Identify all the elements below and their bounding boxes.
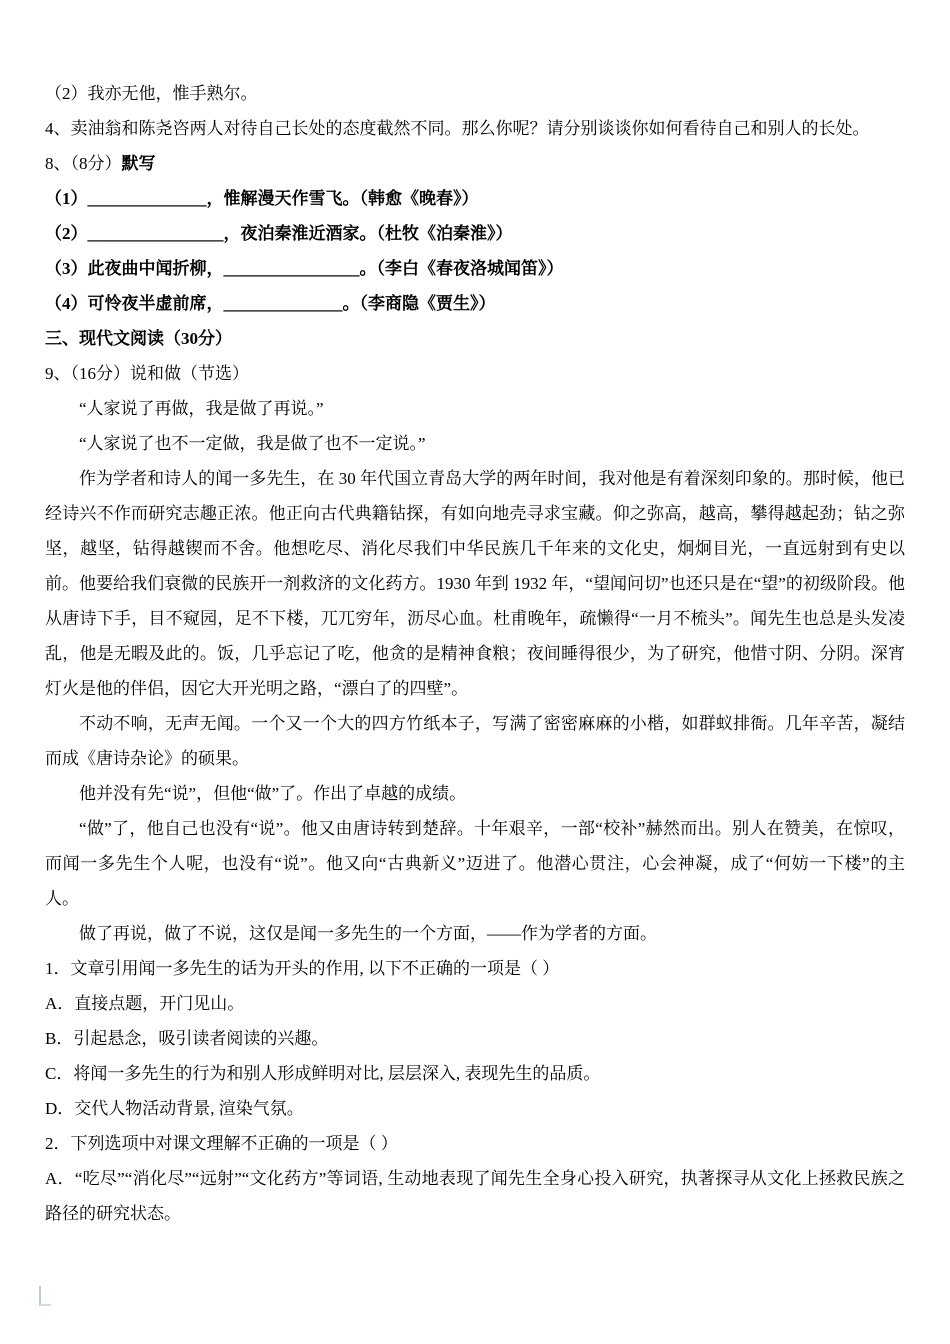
subquestion-1-option-c: C．将闻一多先生的行为和别人形成鲜明对比, 层层深入, 表现先生的品质。 xyxy=(45,1064,601,1083)
dictation-item-4: （4）可怜夜半虚前席，______________。（李商隐《贾生》） xyxy=(45,294,496,313)
subquestion-1: 1．文章引用闻一多先生的话为开头的作用, 以下不正确的一项是（ ） xyxy=(45,959,560,978)
passage-paragraph-1: 作为学者和诗人的闻一多先生，在 30 年代国立青岛大学的两年时间，我对他是有着深刻印象的。那时候，他已经诗兴不作而研究志趣正浓。他正向古代典籍钻探，有如向地壳寻求宝藏。仰之弥高，越高，攀得越起劲；钻之弥坚，越坚，钻得越锲而不舍。他想吃尽、消化尽我们中华民族几千年来的文化史，炯炯目光，一直远射到有史以前。他要给我们衰微的民族开一剂救济的文化药方。1930 年到 1932 年，“望闻问切”也还只是在“望”的初级阶段。他从唐诗下手，目不窥园，足不下楼，兀兀穷年，沥尽心血。杜甫晚年，疏懒得“一月不梳头”。闻先生也总是头发凌乱，他是无暇及此的。饭，几乎忘记了吃，他贪的是精神食粮；夜间睡得很少，为了研究，他惜寸阴、分阴。深宵灯火是他的伴侣，因它大开光明之路，“漂白了的四壁”。 xyxy=(45,469,905,698)
passage-quote-1: “人家说了再做，我是做了再说。” xyxy=(79,399,324,418)
passage-paragraph-4: “做”了，他自己也没有“说”。他又由唐诗转到楚辞。十年艰辛，一部“校补”赫然而出。别人在赞美，在惊叹，而闻一多先生个人呢，也没有“说”。他又向“古典新义”迈进了。他潜心贯注，心会神凝，成了“何妨一下楼”的主人。 xyxy=(45,819,905,908)
page-corner-artifact xyxy=(39,1286,51,1306)
dictation-item-2: （2）________________，夜泊秦淮近酒家。（杜牧《泊秦淮》） xyxy=(45,224,513,243)
subquestion-1-option-b: B．引起悬念，吸引读者阅读的兴趣。 xyxy=(45,1029,329,1048)
passage-paragraph-2: 不动不响，无声无闻。一个又一个大的四方竹纸本子，写满了密密麻麻的小楷，如群蚁排衙。几年辛苦，凝结而成《唐诗杂论》的硕果。 xyxy=(45,714,905,768)
question-4: 4、卖油翁和陈尧咨两人对待自己长处的态度截然不同。那么你呢？请分别谈谈你如何看待自己和别人的长处。 xyxy=(45,119,870,138)
dictation-heading xyxy=(45,146,905,181)
answer-item-2: （2）我亦无他，惟手熟尔。 xyxy=(45,84,258,103)
dictation-heading-title: 默写 xyxy=(121,154,156,173)
passage-paragraph-3: 他并没有先“说”，但他“做”了。作出了卓越的成绩。 xyxy=(79,784,467,803)
subquestion-2: 2．下列选项中对课文理解不正确的一项是（ ） xyxy=(45,1134,398,1153)
subquestion-2-option-a: A．“吃尽”“消化尽”“远射”“文化药方”等词语, 生动地表现了闻先生全身心投入研究，执著探寻从文化上拯救民族之路径的研究状态。 xyxy=(45,1169,905,1223)
section-heading-modern-reading: 三、现代文阅读（30分） xyxy=(45,329,232,348)
dictation-item-1: （1）______________，惟解漫天作雪飞。（韩愈《晚春》） xyxy=(45,189,479,208)
passage-paragraph-5: 做了再说，做了不说，这仅是闻一多先生的一个方面，——作为学者的方面。 xyxy=(79,924,657,943)
dictation-item-3: （3）此夜曲中闻折柳，________________。（李白《春夜洛城闻笛》） xyxy=(45,259,564,278)
subquestion-1-option-d: D．交代人物活动背景, 渲染气氛。 xyxy=(45,1099,304,1118)
dictation-heading-number: 8、（8分） xyxy=(45,154,122,173)
question-9-title: 9、（16分）说和做（节选） xyxy=(45,364,249,383)
passage-quote-2: “人家说了也不一定做，我是做了也不一定说。” xyxy=(79,434,426,453)
subquestion-1-option-a: A．直接点题，开门见山。 xyxy=(45,994,245,1013)
